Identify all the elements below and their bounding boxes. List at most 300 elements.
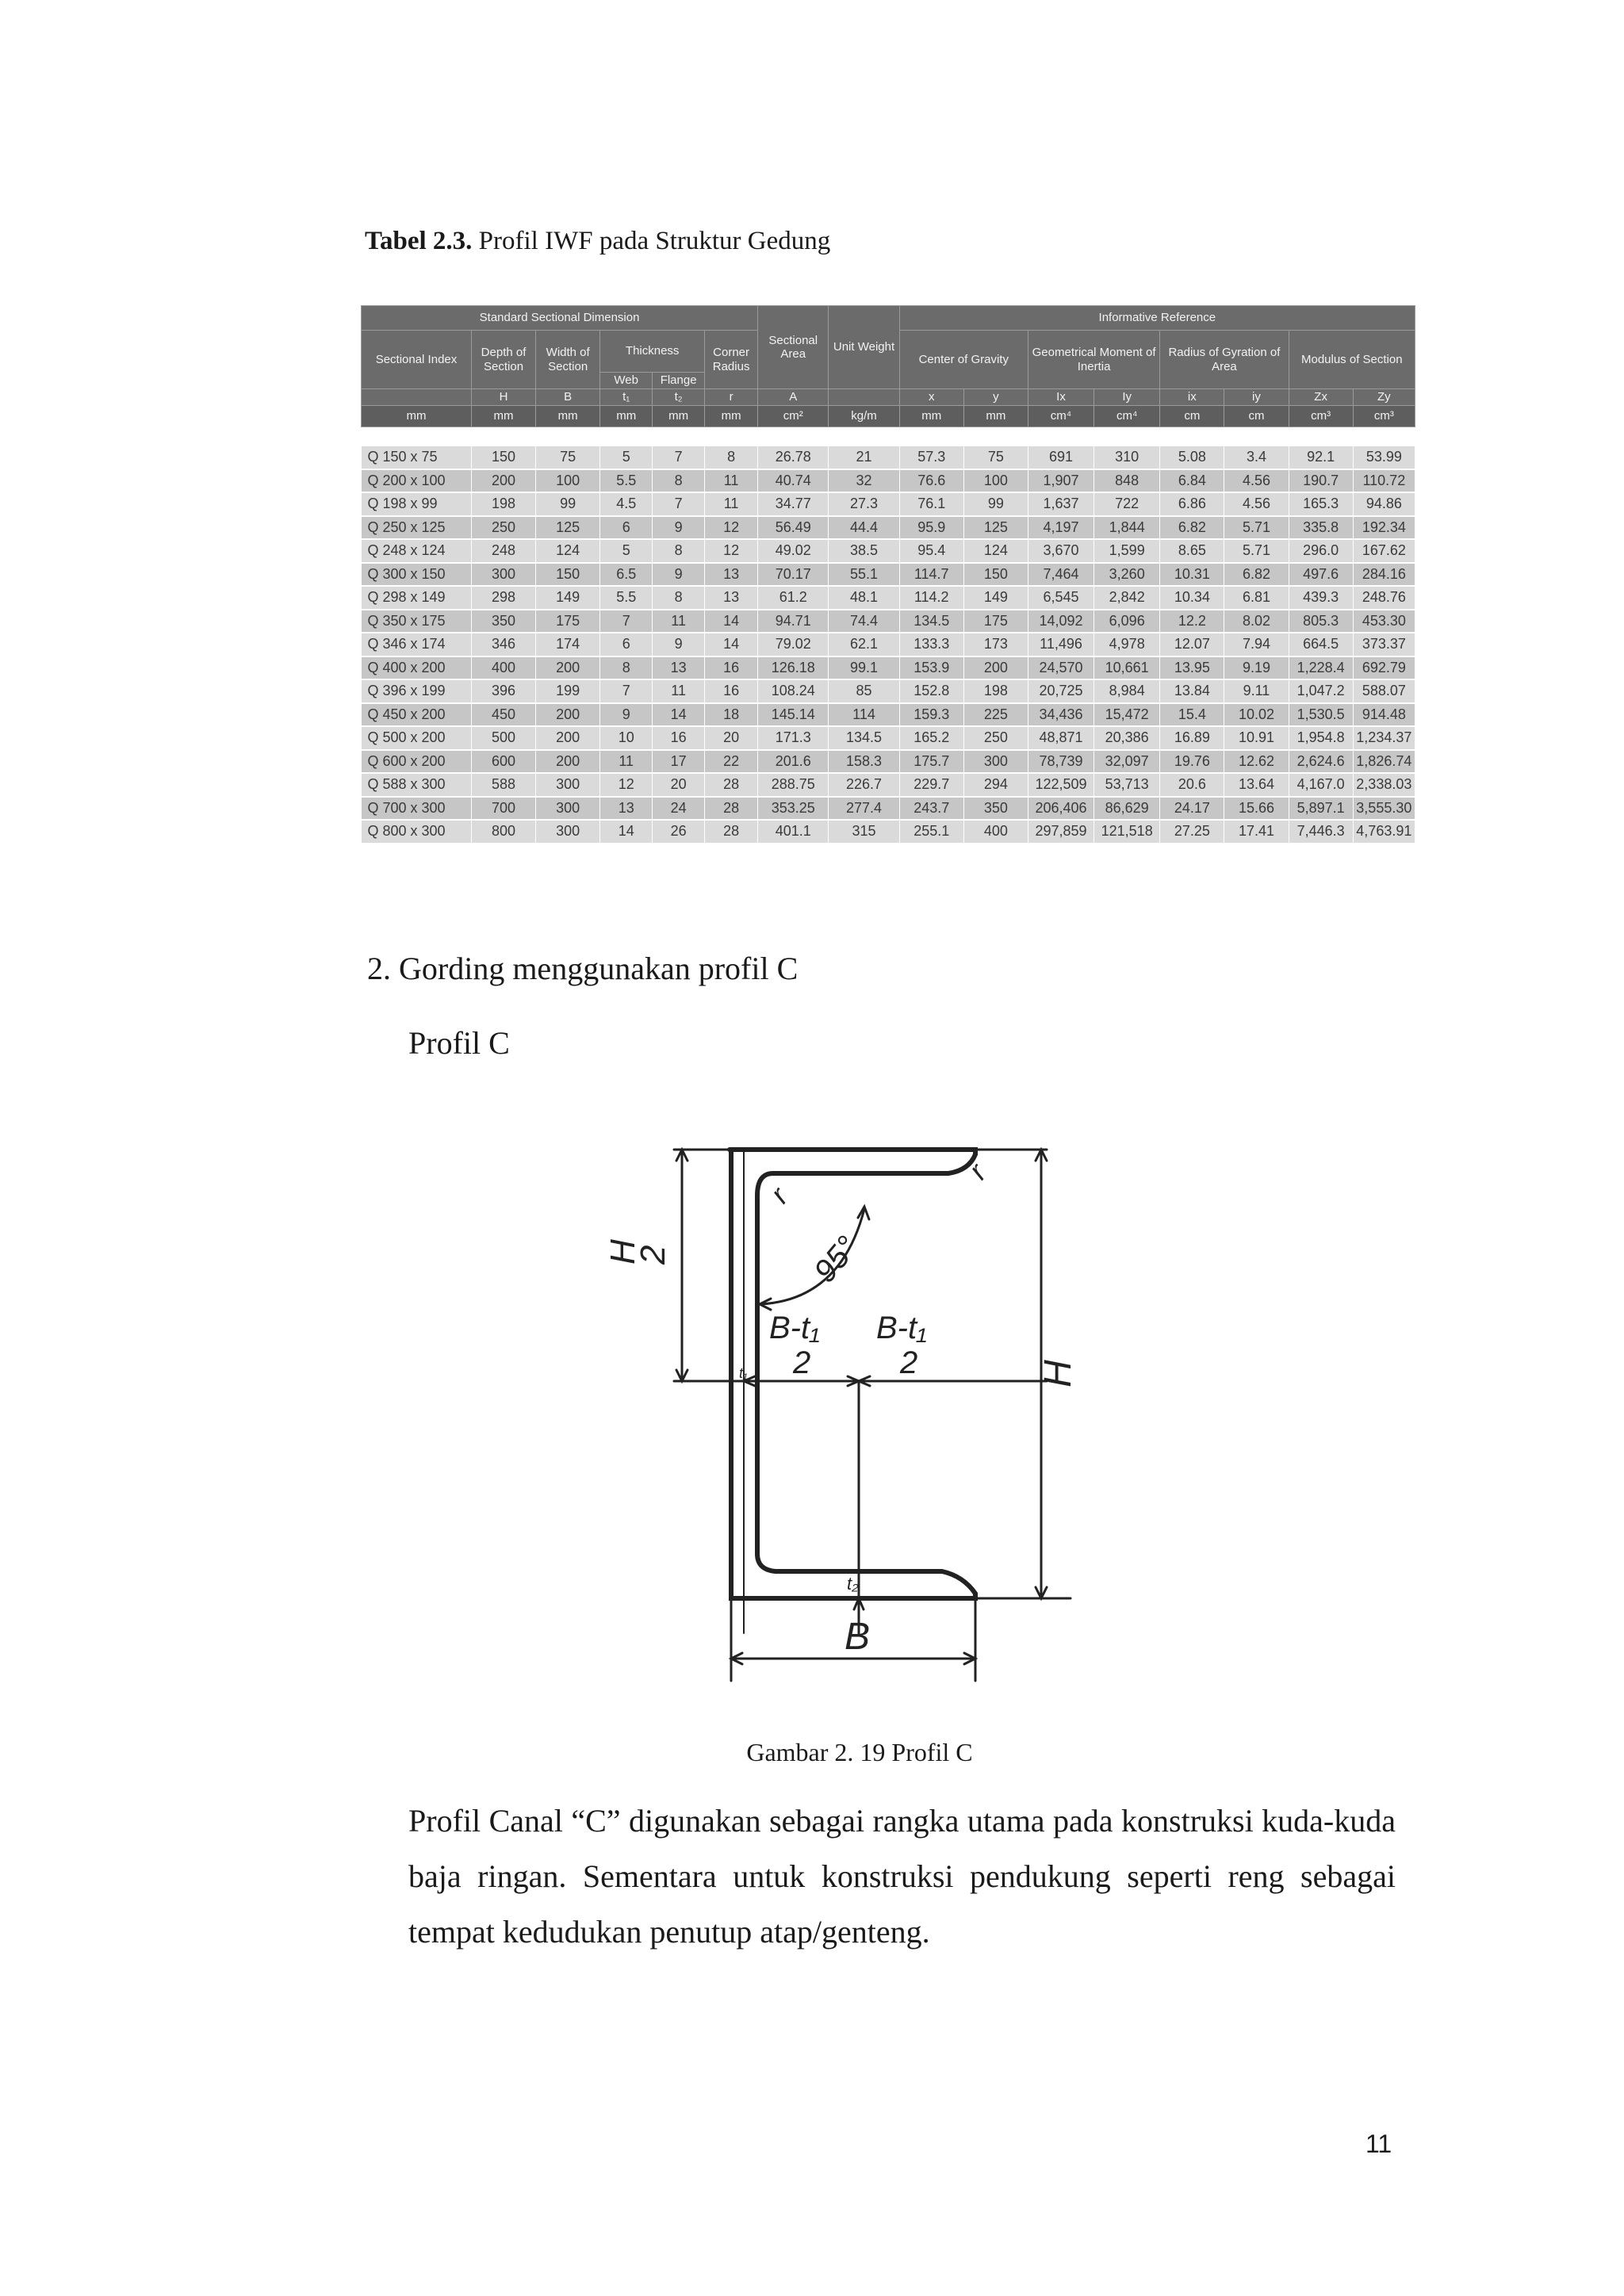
table-cell: 9.19 [1224,656,1289,680]
table-cell: 27.25 [1160,820,1224,844]
table-row [362,703,1415,727]
table-cell: 8.02 [1224,610,1289,633]
table-cell: 250 [963,726,1028,750]
section-index-cell: Q 150 x 75 [362,446,472,469]
table-cell: 6.5 [600,563,653,587]
table-cell: 57.3 [899,446,963,469]
table-cell: 800 [471,820,535,844]
table-cell: 10.34 [1160,586,1224,610]
symbol-cell: iy [1224,389,1289,406]
table-cell: 13 [600,797,653,821]
table-cell: 20,725 [1028,679,1094,703]
header-center-gravity: Center of Gravity [899,331,1028,389]
table-cell: 34.77 [758,492,829,516]
section-index-cell: Q 198 x 99 [362,492,472,516]
table-cell: 74.4 [829,610,899,633]
table-cell: 664.5 [1289,633,1353,656]
table-cell: 27.3 [829,492,899,516]
steel-profile-table [361,305,1415,844]
header-sectional-index: Sectional Index [362,331,472,389]
table-cell: 28 [705,773,758,797]
table-cell: 85 [829,679,899,703]
table-cell: 1,826.74 [1353,750,1415,774]
table-cell: 190.7 [1289,469,1353,493]
table-cell: 108.24 [758,679,829,703]
unit-cell: cm [1160,406,1224,427]
table-cell: 9 [653,633,705,656]
table-cell: 125 [536,516,600,540]
unit-cell: cm³ [1289,406,1353,427]
table-cell: 16.89 [1160,726,1224,750]
table-cell: 4,167.0 [1289,773,1353,797]
label-h-half-bottom: 2 [634,1245,672,1265]
table-cell: 22 [705,750,758,774]
table-cell: 10.02 [1224,703,1289,727]
table-cell: 75 [963,446,1028,469]
table-cell: 7 [653,446,705,469]
table-cell: 56.49 [758,516,829,540]
table-cell: 13.84 [1160,679,1224,703]
table-cell: 28 [705,797,758,821]
table-cell: 14 [600,820,653,844]
table-cell: 200 [536,656,600,680]
table-cell: 300 [536,773,600,797]
table-cell: 1,234.37 [1353,726,1415,750]
table-cell: 3,260 [1094,563,1160,587]
unit-cell: mm [471,406,535,427]
table-cell: 114.7 [899,563,963,587]
unit-cell: cm⁴ [1028,406,1094,427]
table-cell: 167.62 [1353,539,1415,563]
table-cell: 8,984 [1094,679,1160,703]
table-cell: 277.4 [829,797,899,821]
table-cell: 70.17 [758,563,829,587]
header-web: Web [600,373,653,389]
table-cell: 14,092 [1028,610,1094,633]
table-cell: 9 [600,703,653,727]
header-standard-dimension: Standard Sectional Dimension [362,306,758,331]
table-cell: 439.3 [1289,586,1353,610]
table-cell: 6 [600,516,653,540]
table-row [362,750,1415,774]
table-cell: 44.4 [829,516,899,540]
table-cell: 6,096 [1094,610,1160,633]
table-cell: 21 [829,446,899,469]
table-cell: 13.64 [1224,773,1289,797]
table-cell: 17.41 [1224,820,1289,844]
table-cell: 1,637 [1028,492,1094,516]
table-cell: 400 [471,656,535,680]
table-cell: 298 [471,586,535,610]
body-paragraph: Profil Canal “C” digunakan sebagai rangka utama pada konstruksi kuda-kuda baja ringan. Sementara untuk konstruksi pendukung seperti reng sebagai tempat kedudukan penutup atap/genteng. [408,1803,1396,1950]
table-cell: 13.95 [1160,656,1224,680]
header-informative-reference: Informative Reference [899,306,1415,331]
unit-cell: cm [1224,406,1289,427]
table-cell: 12.07 [1160,633,1224,656]
table-cell: 53,713 [1094,773,1160,797]
table-cell: 150 [536,563,600,587]
table-cell: 16 [653,726,705,750]
table-cell: 201.6 [758,750,829,774]
unit-cell: mm [653,406,705,427]
unit-cell: cm⁴ [1094,406,1160,427]
table-cell: 79.02 [758,633,829,656]
table-row [362,633,1415,656]
table-cell: 99 [963,492,1028,516]
symbol-cell: ix [1160,389,1224,406]
table-cell: 61.2 [758,586,829,610]
section-subheading: Profil C [408,1025,510,1061]
table-row [362,820,1415,844]
table-cell: 165.3 [1289,492,1353,516]
symbol-cell [362,389,472,406]
table-cell: 110.72 [1353,469,1415,493]
section-index-cell: Q 248 x 124 [362,539,472,563]
table-cell: 18 [705,703,758,727]
table-cell: 53.99 [1353,446,1415,469]
table-cell: 5.5 [600,586,653,610]
section-index-cell: Q 396 x 199 [362,679,472,703]
table-cell: 26 [653,820,705,844]
table-cell: 134.5 [899,610,963,633]
label-r-outer: r [961,1157,993,1186]
table-cell: 121,518 [1094,820,1160,844]
table-cell: 40.74 [758,469,829,493]
table-cell: 6.82 [1160,516,1224,540]
symbol-cell: t₂ [653,389,705,406]
section-index-cell: Q 800 x 300 [362,820,472,844]
table-cell: 76.6 [899,469,963,493]
table-cell: 692.79 [1353,656,1415,680]
table-cell: 13 [705,563,758,587]
table-cell: 1,228.4 [1289,656,1353,680]
page-number: 11 [1365,2130,1392,2158]
table-cell: 10 [600,726,653,750]
table-cell: 1,530.5 [1289,703,1353,727]
table-cell: 150 [471,446,535,469]
table-cell: 7 [600,679,653,703]
table-cell: 401.1 [758,820,829,844]
table-cell: 310 [1094,446,1160,469]
table-cell: 175 [536,610,600,633]
table-cell: 6.81 [1224,586,1289,610]
table-cell: 26.78 [758,446,829,469]
unit-cell: mm [536,406,600,427]
table-cell: 149 [963,586,1028,610]
label-b-full: B [845,1616,871,1658]
table-cell: 5.71 [1224,539,1289,563]
symbol-cell: Zy [1353,389,1415,406]
table-cell: 10.31 [1160,563,1224,587]
symbol-cell: y [963,389,1028,406]
figure-caption: Gambar 2. 19 Profil C [746,1738,973,1766]
table-cell: 76.1 [899,492,963,516]
section-index-cell: Q 300 x 150 [362,563,472,587]
label-r-inner: r [763,1181,795,1210]
table-cell: 1,047.2 [1289,679,1353,703]
table-cell: 300 [471,563,535,587]
table-cell: 8 [600,656,653,680]
table-cell: 95.4 [899,539,963,563]
table-cell: 13 [653,656,705,680]
table-cell: 6.84 [1160,469,1224,493]
table-row [362,539,1415,563]
table-cell: 200 [536,703,600,727]
table-cell: 497.6 [1289,563,1353,587]
table-cell: 198 [471,492,535,516]
table-cell: 86,629 [1094,797,1160,821]
unit-row [362,406,1415,427]
table-cell: 158.3 [829,750,899,774]
table-cell: 3,555.30 [1353,797,1415,821]
label-bt1-left-top: B-t₁ [769,1311,820,1345]
symbol-cell: Ix [1028,389,1094,406]
label-t2: t₂ [847,1574,859,1594]
table-row [362,492,1415,516]
table-cell: 11 [705,469,758,493]
table-cell: 226.7 [829,773,899,797]
symbol-cell: Zx [1289,389,1353,406]
header-unit-weight: Unit Weight [829,306,899,389]
table-cell: 225 [963,703,1028,727]
table-cell: 24,570 [1028,656,1094,680]
table-cell: 200 [963,656,1028,680]
unit-cell: cm³ [1353,406,1415,427]
table-cell: 1,599 [1094,539,1160,563]
table-cell: 34,436 [1028,703,1094,727]
symbol-cell: B [536,389,600,406]
table-cell: 588 [471,773,535,797]
section-index-cell: Q 588 x 300 [362,773,472,797]
table-cell: 12 [705,516,758,540]
table-cell: 350 [963,797,1028,821]
header-sectional-area: Sectional Area [758,306,829,389]
table-cell: 55.1 [829,563,899,587]
table-cell: 1,954.8 [1289,726,1353,750]
symbol-cell: Iy [1094,389,1160,406]
table-cell: 848 [1094,469,1160,493]
table-cell: 12 [600,773,653,797]
table-cell: 173 [963,633,1028,656]
table-cell: 297,859 [1028,820,1094,844]
table-cell: 99 [536,492,600,516]
table-cell: 133.3 [899,633,963,656]
table-cell: 159.3 [899,703,963,727]
table-cell: 335.8 [1289,516,1353,540]
table-cell: 20 [705,726,758,750]
section-index-cell: Q 250 x 125 [362,516,472,540]
table-cell: 9.11 [1224,679,1289,703]
table-row [362,586,1415,610]
table-row [362,610,1415,633]
c-profile-figure [603,1126,1110,1712]
unit-cell: mm [899,406,963,427]
table-cell: 400 [963,820,1028,844]
table-cell: 124 [536,539,600,563]
table-cell: 12 [705,539,758,563]
table-cell: 153.9 [899,656,963,680]
table-cell: 8 [653,586,705,610]
table-caption [365,227,830,256]
table-cell: 94.86 [1353,492,1415,516]
table-cell: 3.4 [1224,446,1289,469]
table-cell: 6,545 [1028,586,1094,610]
table-cell: 805.3 [1289,610,1353,633]
table-cell: 4.56 [1224,469,1289,493]
table-cell: 8 [653,469,705,493]
table-cell: 20 [653,773,705,797]
table-cell: 9 [653,516,705,540]
table-cell: 14 [653,703,705,727]
table-cell: 199 [536,679,600,703]
table-cell: 32 [829,469,899,493]
table-cell: 15.4 [1160,703,1224,727]
table-cell: 300 [963,750,1028,774]
table-cell: 8 [653,539,705,563]
symbol-cell: H [471,389,535,406]
table-cell: 24 [653,797,705,821]
table-cell: 19.76 [1160,750,1224,774]
table-caption-text: Profil IWF pada Struktur Gedung [472,227,831,255]
table-cell: 8.65 [1160,539,1224,563]
table-cell: 6 [600,633,653,656]
table-cell: 38.5 [829,539,899,563]
table-cell: 294 [963,773,1028,797]
label-bt1-right-top: B-t₁ [876,1311,927,1345]
table-cell: 7,446.3 [1289,820,1353,844]
table-cell: 122,509 [1028,773,1094,797]
table-cell: 453.30 [1353,610,1415,633]
table-cell: 150 [963,563,1028,587]
header-depth: Depth of Section [471,331,535,389]
table-cell: 450 [471,703,535,727]
table-cell: 134.5 [829,726,899,750]
table-cell: 94.71 [758,610,829,633]
table-cell: 315 [829,820,899,844]
unit-cell: cm² [758,406,829,427]
table-cell: 8 [705,446,758,469]
table-row [362,516,1415,540]
table-cell: 296.0 [1289,539,1353,563]
table-cell: 6.86 [1160,492,1224,516]
table-cell: 1,844 [1094,516,1160,540]
table-cell: 14 [705,610,758,633]
label-bt1-right-bottom: 2 [900,1345,918,1380]
table-cell: 288.75 [758,773,829,797]
unit-cell: kg/m [829,406,899,427]
table-cell: 124 [963,539,1028,563]
table-cell: 15.66 [1224,797,1289,821]
table-cell: 200 [536,750,600,774]
table-cell: 255.1 [899,820,963,844]
table-caption-label: Tabel 2.3. [365,227,473,255]
table-cell: 11 [653,610,705,633]
table-cell: 16 [705,656,758,680]
section-heading: 2. Gording menggunakan profil C [367,951,799,986]
table-row [362,726,1415,750]
section-index-cell: Q 450 x 200 [362,703,472,727]
table-cell: 248.76 [1353,586,1415,610]
header-radius-gyration: Radius of Gyration of Area [1160,331,1289,389]
table-cell: 48,871 [1028,726,1094,750]
symbol-cell: x [899,389,963,406]
unit-cell: mm [705,406,758,427]
table-cell: 229.7 [899,773,963,797]
c-profile-diagram [603,1126,1110,1712]
symbol-cell: r [705,389,758,406]
table-cell: 7 [653,492,705,516]
table-cell: 5.71 [1224,516,1289,540]
table-cell: 28 [705,820,758,844]
table-cell: 32,097 [1094,750,1160,774]
table-cell: 10,661 [1094,656,1160,680]
table-cell: 4.5 [600,492,653,516]
table-cell: 600 [471,750,535,774]
table-cell: 346 [471,633,535,656]
table-cell: 7 [600,610,653,633]
table-cell: 78,739 [1028,750,1094,774]
table-cell: 114.2 [899,586,963,610]
table-cell: 10.91 [1224,726,1289,750]
table-cell: 200 [536,726,600,750]
section-index-cell: Q 700 x 300 [362,797,472,821]
table-cell: 49.02 [758,539,829,563]
table-body [362,427,1415,844]
table-cell: 15,472 [1094,703,1160,727]
table-cell: 4.56 [1224,492,1289,516]
table-cell: 250 [471,516,535,540]
table-cell: 11 [705,492,758,516]
table-cell: 192.34 [1353,516,1415,540]
label-angle: 95° [807,1230,865,1289]
table-spacer-row [362,427,1415,446]
label-bt1-left-bottom: 2 [793,1345,811,1380]
header-width: Width of Section [536,331,600,389]
table-cell: 248 [471,539,535,563]
table-cell: 5 [600,539,653,563]
unit-cell: mm [963,406,1028,427]
table-cell: 353.25 [758,797,829,821]
table-cell: 174 [536,633,600,656]
table-row [362,656,1415,680]
table-cell: 6.82 [1224,563,1289,587]
table-cell: 198 [963,679,1028,703]
table-cell: 99.1 [829,656,899,680]
table-cell: 500 [471,726,535,750]
table-cell: 75 [536,446,600,469]
table-cell: 125 [963,516,1028,540]
table-cell: 149 [536,586,600,610]
header-corner-radius: Corner Radius [705,331,758,389]
table-cell: 14 [705,633,758,656]
table-cell: 7,464 [1028,563,1094,587]
table-cell: 100 [963,469,1028,493]
table-cell: 1,907 [1028,469,1094,493]
label-t1: t₁ [739,1365,748,1381]
header-modulus-section: Modulus of Section [1289,331,1415,389]
table-cell: 7.94 [1224,633,1289,656]
header-thickness: Thickness [600,331,705,373]
symbol-cell: A [758,389,829,406]
table-cell: 243.7 [899,797,963,821]
table-cell: 2,338.03 [1353,773,1415,797]
table-cell: 5.08 [1160,446,1224,469]
table-cell: 48.1 [829,586,899,610]
table-cell: 152.8 [899,679,963,703]
table-cell: 13 [705,586,758,610]
header-flange: Flange [653,373,705,389]
table-cell: 95.9 [899,516,963,540]
